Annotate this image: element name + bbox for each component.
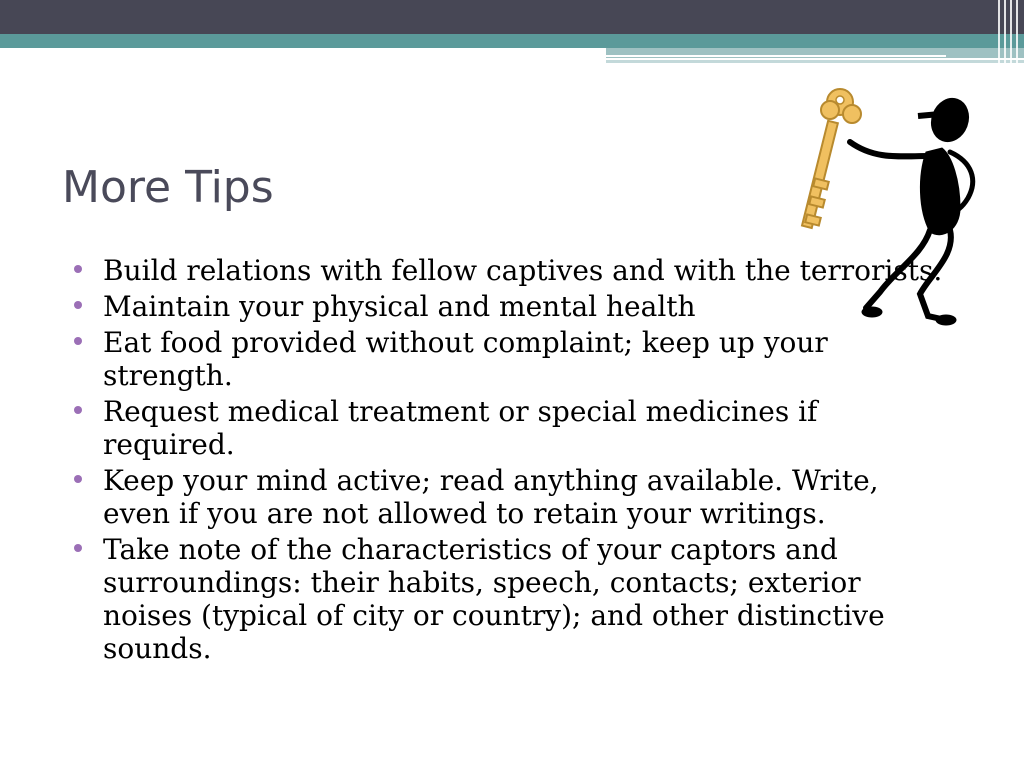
bullet-text: Keep your mind active; read anything available. Write, even if you are not allowed to retain your writings. xyxy=(103,464,879,530)
header-teal-band xyxy=(0,34,1024,48)
bullet-text: Build relations with fellow captives and with the terrorists. xyxy=(103,254,943,287)
header-teal-line xyxy=(606,60,1024,63)
bullet-item xyxy=(72,533,952,665)
bullet-icon xyxy=(74,406,82,414)
corner-stripes xyxy=(994,0,1024,68)
slide-title: More Tips xyxy=(62,162,274,213)
header-white-line xyxy=(606,55,946,57)
bullet-text: Take note of the characteristics of your captors and surroundings: their habits, speech, contacts; exterior noises (typical of city or country); and other distinctive sounds. xyxy=(103,533,885,665)
bullet-item xyxy=(72,326,952,392)
bullet-icon xyxy=(74,265,82,273)
bullet-item xyxy=(72,464,952,530)
bullet-icon xyxy=(74,337,82,345)
stick-figure-holding-key-icon xyxy=(800,80,990,330)
bullet-item xyxy=(72,395,952,461)
bullet-icon xyxy=(74,301,82,309)
key-icon xyxy=(802,89,861,228)
bullet-text: Eat food provided without complaint; keep up your strength. xyxy=(103,326,828,392)
bullet-text: Request medical treatment or special medicines if required. xyxy=(103,395,818,461)
bullet-icon xyxy=(74,544,82,552)
bullet-text: Maintain your physical and mental health xyxy=(103,290,696,323)
stick-figure xyxy=(850,93,974,325)
header-dark-band xyxy=(0,0,1024,34)
bullet-icon xyxy=(74,475,82,483)
